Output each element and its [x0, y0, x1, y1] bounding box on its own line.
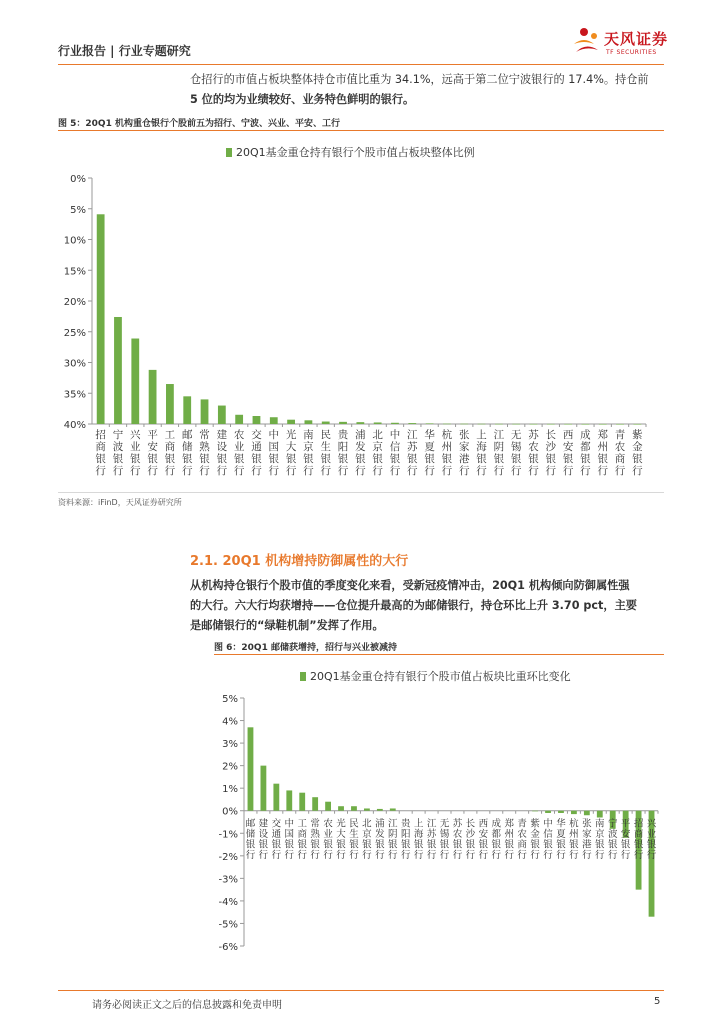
- fig6-bar: [597, 811, 603, 818]
- fig5-bar: [322, 422, 330, 424]
- fig6-x-tick-label: 建设银行: [258, 818, 269, 861]
- fig6-x-tick-label: 杭州银行: [569, 818, 579, 861]
- fig5-x-tick-label: 民生银行: [320, 429, 331, 477]
- fig6-x-tick-label: 宁波银行: [607, 818, 618, 861]
- footer-divider: [58, 990, 664, 991]
- fig5-bar: [512, 424, 520, 425]
- fig5-bar: [564, 424, 572, 425]
- fig6-bar: [364, 808, 370, 810]
- fig6-bar: [545, 811, 551, 813]
- fig6-bar: [584, 811, 590, 816]
- fig6-bar: [571, 811, 577, 814]
- fig6-x-tick-label: 北京银行: [362, 818, 372, 861]
- fig6-x-tick-label: 中国银行: [284, 818, 295, 861]
- fig6-y-tick-label: -4%: [218, 896, 238, 908]
- fig6-x-tick-label: 南京银行: [595, 818, 605, 861]
- fig6-y-tick-label: -6%: [218, 942, 238, 953]
- fig5-bar: [253, 416, 261, 424]
- fig5-bar: [305, 420, 313, 424]
- fig6-x-tick-label: 郑州银行: [504, 818, 514, 861]
- fig5-x-tick-label: 江阴银行: [493, 429, 505, 477]
- fig5-bar: [97, 214, 105, 424]
- fig6-x-tick-label: 西安银行: [478, 818, 489, 861]
- fig5-bar: [356, 422, 364, 424]
- fig5-x-tick-label: 无锡银行: [510, 429, 522, 477]
- fig6-x-tick-label: 紫金银行: [530, 818, 540, 861]
- fig6-bar: [312, 797, 318, 811]
- fig5-x-tick-label: 中信银行: [389, 429, 401, 477]
- fig5-bar: [426, 423, 434, 424]
- fig6-x-tick-label: 无锡银行: [439, 818, 450, 861]
- section-title: 2.1. 20Q1 机构增持防御属性的大行: [190, 554, 409, 569]
- fig6-y-tick-label: -1%: [218, 829, 238, 841]
- fig5-x-tick-label: 北京银行: [372, 429, 383, 477]
- fig6-bar: [351, 806, 357, 811]
- fig5-x-tick-label: 平安银行: [147, 429, 158, 477]
- figure5-title: 图 5：20Q1 机构重仓银行个股前五为招行、宁波、兴业、平安、工行: [58, 119, 340, 129]
- fig6-bar: [286, 790, 292, 810]
- fig5-y-tick-label: 5%: [70, 204, 86, 216]
- fig6-y-tick-label: 2%: [222, 761, 238, 773]
- intro-line-1: 仓招行的市值占板块整体持仓市值比重为 34.1%，远高于第二位宁波银行的 17.4%。持仓前: [190, 73, 649, 86]
- fig5-x-tick-label: 建设银行: [216, 429, 228, 477]
- fig5-x-tick-label: 兴业银行: [130, 429, 141, 477]
- fig5-legend-label: 20Q1基金重仓持有银行个股市值占板块整体比例: [236, 146, 475, 159]
- fig5-x-tick-label: 农业银行: [233, 429, 245, 477]
- fig5-bar: [599, 424, 607, 425]
- fig6-x-tick-label: 招商银行: [633, 818, 644, 861]
- fig6-x-tick-label: 成都银行: [491, 818, 502, 861]
- fig5-x-tick-label: 南京银行: [303, 429, 314, 477]
- page-number: 5: [654, 996, 661, 1007]
- fig5-x-tick-label: 张家港行: [458, 429, 470, 477]
- figure5-chart: [58, 134, 664, 494]
- fig5-x-tick-label: 长沙银行: [545, 429, 557, 477]
- fig5-x-tick-label: 杭州银行: [441, 429, 453, 477]
- fig5-x-tick-label: 浦发银行: [355, 429, 366, 477]
- fig5-bar: [201, 399, 209, 424]
- fig5-y-tick-label: 0%: [70, 174, 86, 185]
- fig5-y-tick-label: 35%: [63, 389, 86, 401]
- fig5-bar: [218, 406, 226, 424]
- fig5-bar: [547, 424, 555, 425]
- fig6-bar: [390, 808, 396, 810]
- fig5-bar: [408, 423, 416, 424]
- section-line-1: 从机构持仓银行个股市值的季度变化来看，受新冠疫情冲击，20Q1 机构倾向防御属性强: [190, 579, 630, 592]
- fig6-y-tick-label: 0%: [222, 806, 238, 818]
- fig6-bar: [273, 784, 279, 811]
- fig5-x-tick-label: 上海银行: [476, 429, 487, 477]
- fig5-bar: [166, 384, 174, 424]
- fig6-bar: [325, 802, 331, 811]
- fig5-bar: [495, 424, 503, 425]
- fig5-y-tick-label: 20%: [63, 297, 86, 308]
- fig5-bar: [114, 317, 122, 424]
- fig5-x-tick-label: 华夏银行: [424, 429, 435, 477]
- fig5-bar: [149, 370, 157, 424]
- fig6-x-tick-label: 平安银行: [620, 818, 631, 861]
- fig5-bar: [478, 424, 486, 425]
- figure6-title: 图 6：20Q1 邮储获增持，招行与兴业被减持: [214, 643, 397, 653]
- intro-paragraph: [190, 70, 664, 110]
- fig5-x-tick-label: 工商银行: [164, 429, 176, 477]
- fig5-x-tick-label: 苏农银行: [528, 429, 539, 477]
- figure6-chart: [214, 658, 664, 958]
- fig6-x-tick-label: 上海银行: [413, 818, 424, 861]
- fig5-bar: [633, 424, 641, 425]
- fig5-bar: [460, 424, 468, 425]
- fig5-bar: [183, 396, 191, 424]
- fig5-x-tick-label: 郑州银行: [597, 429, 608, 477]
- fig5-bar: [391, 423, 399, 424]
- fig6-bar: [299, 793, 305, 811]
- fig6-y-tick-label: 5%: [222, 694, 238, 705]
- fig6-y-tick-label: -3%: [218, 874, 238, 886]
- fig6-x-tick-label: 贵阳银行: [400, 818, 411, 861]
- fig6-x-tick-label: 青农商行: [517, 818, 527, 861]
- fig6-bar: [248, 727, 254, 810]
- fig5-y-tick-label: 40%: [63, 420, 86, 431]
- fig5-x-tick-label: 贵阳银行: [337, 429, 349, 477]
- fig6-x-tick-label: 邮储银行: [245, 818, 256, 861]
- fig5-x-tick-label: 西安银行: [562, 429, 574, 477]
- section-line-2: 的大行。六大行均获增持——仓位提升最高的为邮储银行，持仓环比上升 3.70 pct，主要: [190, 599, 637, 612]
- figure5-source: 资料来源：iFinD，天风证券研究所: [58, 498, 182, 507]
- intro-line-2: 5 位的均为业绩较好、业务特色鲜明的银行。: [190, 93, 415, 106]
- fig5-x-tick-label: 常熟银行: [199, 429, 210, 477]
- fig6-y-tick-label: 1%: [222, 784, 238, 796]
- fig5-legend-swatch: [226, 148, 232, 157]
- fig5-bar: [270, 417, 278, 424]
- fig5-x-tick-label: 紫金银行: [632, 429, 643, 477]
- figure5-title-rule: [58, 130, 664, 131]
- fig6-y-tick-label: 3%: [222, 739, 238, 751]
- fig6-x-tick-label: 浦发银行: [375, 818, 385, 861]
- fig5-x-tick-label: 招商银行: [95, 429, 106, 477]
- fig5-bar: [582, 424, 590, 425]
- fig6-y-tick-label: -2%: [218, 851, 238, 863]
- fig6-bar: [558, 811, 564, 813]
- fig6-y-tick-label: -5%: [218, 919, 238, 931]
- fig5-x-tick-label: 中国银行: [268, 429, 280, 477]
- fig5-y-tick-label: 30%: [63, 358, 86, 370]
- fig5-bar: [131, 339, 139, 424]
- fig6-x-tick-label: 农业银行: [323, 818, 333, 861]
- fig6-x-tick-label: 兴业银行: [646, 818, 657, 861]
- fig6-x-tick-label: 民生银行: [349, 818, 359, 861]
- fig6-x-tick-label: 苏农银行: [452, 818, 463, 861]
- fig5-bar: [235, 415, 243, 424]
- fig5-bar: [339, 422, 347, 424]
- figure5-bottom-rule: [58, 492, 664, 493]
- fig5-x-tick-label: 宁波银行: [112, 429, 124, 477]
- report-section-label: 行业报告 | 行业专题研究: [58, 44, 191, 58]
- fig6-bar: [260, 766, 266, 811]
- section-paragraph: [190, 576, 664, 636]
- company-logo-name: 天风证券: [604, 30, 669, 48]
- fig5-x-tick-label: 邮储银行: [181, 429, 193, 477]
- fig5-x-tick-label: 江苏银行: [407, 429, 418, 477]
- fig6-legend-swatch: [300, 672, 306, 681]
- fig5-y-tick-label: 10%: [63, 235, 86, 247]
- fig5-y-tick-label: 25%: [63, 327, 86, 339]
- fig5-bar: [530, 424, 538, 425]
- footer-disclaimer: 请务必阅读正文之后的信息披露和免责申明: [92, 1000, 282, 1011]
- fig5-x-tick-label: 光大银行: [285, 429, 297, 477]
- fig6-x-tick-label: 江苏银行: [426, 818, 437, 861]
- fig6-bar: [377, 809, 383, 811]
- fig6-y-tick-label: 4%: [222, 716, 238, 728]
- header-divider: [58, 64, 664, 65]
- fig6-x-tick-label: 常熟银行: [310, 818, 320, 861]
- fig5-x-tick-label: 青农商行: [614, 429, 626, 477]
- fig6-x-tick-label: 中信银行: [543, 818, 553, 861]
- fig6-x-tick-label: 交通银行: [271, 818, 282, 861]
- figure6-title-rule: [214, 654, 664, 655]
- fig6-x-tick-label: 华夏银行: [556, 818, 566, 861]
- fig6-x-tick-label: 长沙银行: [465, 818, 476, 861]
- fig5-x-tick-label: 成都银行: [580, 429, 591, 477]
- fig6-x-tick-label: 工商银行: [297, 818, 307, 861]
- fig6-x-tick-label: 光大银行: [336, 818, 346, 861]
- fig5-y-tick-label: 15%: [63, 266, 86, 278]
- company-logo-subtitle: TF SECURITIES: [606, 49, 657, 56]
- fig6-legend-label: 20Q1基金重仓持有银行个股市值占板块比重环比变化: [310, 670, 571, 683]
- fig6-bar: [338, 806, 344, 811]
- fig5-bar: [374, 422, 382, 424]
- fig6-x-tick-label: 江阴银行: [388, 818, 398, 861]
- fig5-bar: [443, 424, 451, 425]
- fig5-bar: [616, 424, 624, 425]
- fig6-bar: [532, 811, 538, 812]
- fig5-bar: [287, 420, 295, 424]
- fig5-x-tick-label: 交通银行: [251, 429, 262, 477]
- fig6-x-tick-label: 张家港行: [582, 818, 592, 861]
- section-line-3: 是邮储银行的“绿鞋机制”发挥了作用。: [190, 619, 384, 632]
